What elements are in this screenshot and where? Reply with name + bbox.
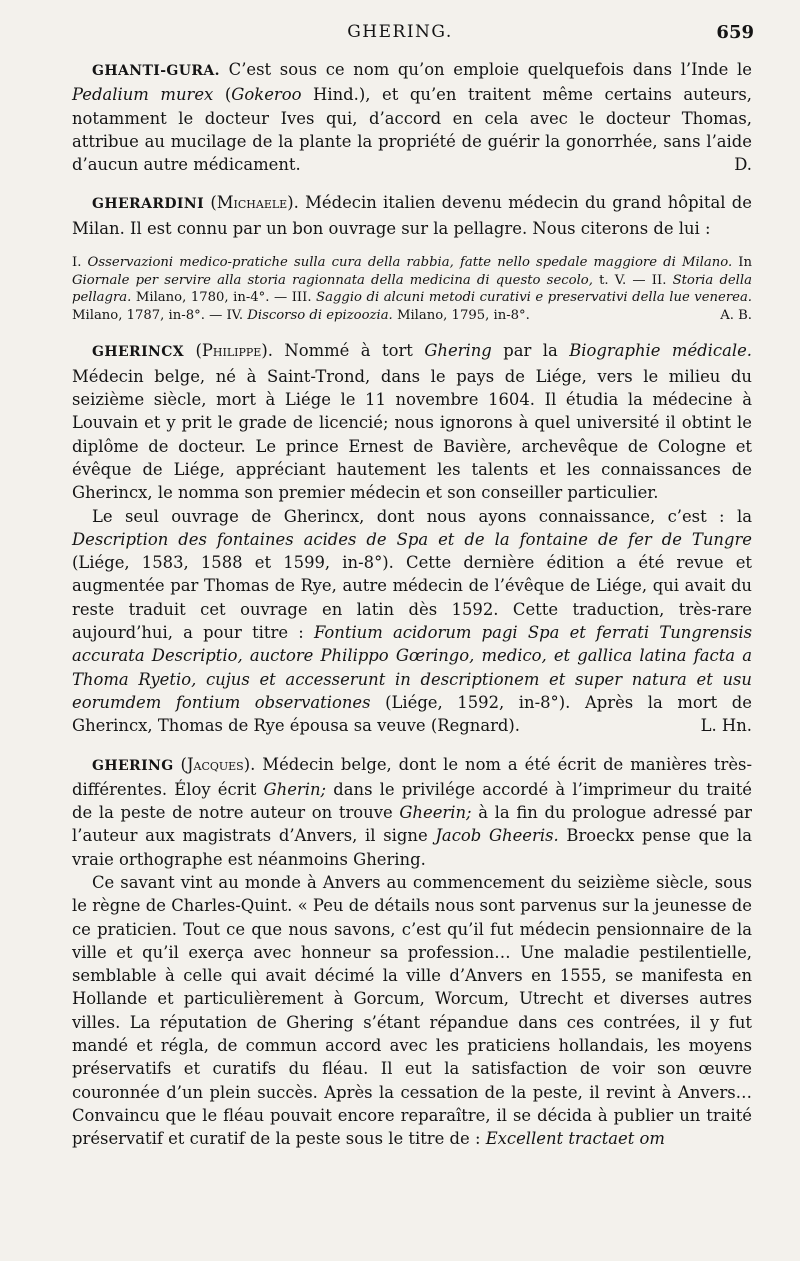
bibliography-block (72, 254, 752, 324)
italic-title: Gokeroo (231, 85, 302, 105)
italic-title: Discorso di epizoozia. (247, 307, 393, 323)
text-run: ( (173, 754, 187, 774)
given-name: Michaele (216, 193, 288, 213)
dictionary-entry (72, 753, 752, 1151)
entry-headword: GHERINCX (92, 344, 185, 361)
text-run: ). Médecin italien devenu médecin du grand hôpital de Milan. Il est connu par un bon ouvrage sur la pellagre. Nous citerons de lui : (72, 193, 753, 238)
text-run: t. V. — II. (592, 272, 673, 288)
text-run: Milano, 1780, in-4°. — III. (131, 290, 317, 306)
dictionary-entry (72, 58, 752, 176)
entry-headword: GHERING (92, 757, 174, 774)
italic-title: Pedalium murex (72, 85, 214, 105)
author-signature: D. (734, 155, 752, 175)
entry-paragraph (72, 505, 752, 738)
text-run: (Liége, 1592, in-8°). Après la mort de Gherincx, Thomas de Rye épousa sa veuve (Regnard). (72, 692, 752, 736)
text-run: ( (213, 85, 232, 105)
text-run: In (732, 255, 752, 271)
italic-title: Excellent tractaet om (485, 1129, 665, 1149)
author-signature: L. Hn. (700, 716, 752, 736)
text-run: Milano, 1795, in-8°. (392, 307, 530, 323)
entry-lead-paragraph (72, 339, 752, 504)
italic-title: Saggio di alcuni metodi curativi e preservativi della lue venerea. (316, 290, 752, 306)
dictionary-page-body (72, 58, 752, 1151)
dictionary-entry (72, 191, 752, 324)
text-run: ( (204, 193, 217, 213)
text-run: Ce savant vint au monde à Anvers au commencement du seizième siècle, sous le règne de Charles-Quint. « Peu de détails nous sont parvenus sur la jeunesse de ce praticien. Tout ce que nous savons, c’est qu’il fut médecin pensionnaire de la ville et qu’il exerça avec honneur sa profession… Une maladie pestilentielle, semblable à celle qui avait décimé la ville d’Anvers en 1555, se manifesta en Hollande et particulièrement à Gorcum, Worcum, Utrecht et diverses autres villes. La réputation de Ghering s’étant répandue dans ces contrées, il y fut mandé et régla, de commun accord avec les praticiens hollandais, les moyens préservatifs et curatifs du fléau. Il eut la satisfaction de voir son œuvre couronnée d’un plein succès. Après la cessation de la peste, il revint à Anvers… Convaincu que le fléau pouvait encore reparaître, il se décida à publier un traité préservatif et curatif de la peste sous le titre de : (72, 872, 752, 1149)
italic-title: Biographie médicale. (569, 341, 752, 361)
given-name: Jacques (186, 754, 244, 774)
italic-title: Jacob Gheeris. (435, 826, 559, 846)
entry-lead-paragraph (72, 191, 752, 240)
italic-title: Gherin; (263, 779, 327, 799)
dictionary-entry (72, 339, 752, 737)
text-run: (Liége, 1583, 1588 et 1599, in-8°). Cette dernière édition a été revue et augmentée par Thomas de Rye, autre médecin de l’évêque de Liége, qui avait du reste traduit cet ouvrage en latin dès 1592. Cette traduction, très-rare aujourd’hui, a pour titre : (72, 553, 752, 643)
entry-separator (72, 324, 752, 339)
entry-paragraph (72, 871, 752, 1151)
italic-title: Ghering (424, 341, 492, 361)
text-run: I. (72, 255, 88, 271)
entry-separator (72, 738, 752, 753)
entry-headword: GHERARDINI (92, 196, 205, 213)
page-number: 659 (716, 22, 754, 43)
entry-lead-paragraph (72, 753, 752, 871)
entry-separator (72, 176, 752, 191)
italic-title: Gheerin; (399, 803, 472, 823)
italic-title: Fontium acidorum pagi Spa et ferrati Tungrensis accurata Descriptio, auctore Philippo Gœringo, medico, et gallica latina facta a Thoma Ryetio, cujus et accesserunt in descriptionem et super natura et usu eorumdem fontium observationes (72, 623, 752, 712)
entry-lead-paragraph (72, 58, 752, 176)
text-run: à la fin du prologue adressé par l’auteur aux magistrats d’Anvers, il signe (72, 803, 752, 846)
text-run: Milano, 1787, in-8°. — IV. (72, 307, 248, 323)
italic-title: Description des fontaines acides de Spa et de la fontaine de fer de Tungre (72, 529, 752, 549)
text-run: par la (491, 341, 570, 361)
italic-title: Osservazioni medico-pratiche sulla cura della rabbia, fatte nello spedale maggiore di Milano. (87, 255, 733, 271)
text-run: C’est sous ce nom qu’on emploie quelquefois dans l’Inde le (219, 60, 752, 79)
given-name: Philippe (201, 341, 262, 361)
text-run: Hind.), et qu’en traitent même certains auteurs, notamment le docteur Ives qui, d’accord en cela avec le docteur Thomas, attribue au mucilage de la plante la propriété de guérir la gonorrhée, sans l’aide d’aucun autre médicament. (72, 85, 753, 175)
text-run: Broeckx pense que la vraie orthographe est néanmoins Ghering. (72, 826, 752, 869)
text-run: dans le privilége accordé à l’imprimeur du traité de la peste de notre auteur on trouve (72, 779, 752, 823)
text-run: Médecin belge, né à Saint-Trond, dans le pays de Liége, vers le milieu du seizième siècle, mort à Liége le 11 novembre 1604. Il étudia la médecine à Louvain et y prit le grade de licencié; nous ignorons à quel université il obtint le diplôme de docteur. Le prince Ernest de Bavière, archevêque de Cologne et évêque de Liége, appréciant hautement les talents et les connaissances de Gherincx, le nomma son premier médecin et son conseiller particulier. (72, 366, 752, 503)
text-run: ). Nommé à tort (261, 341, 425, 361)
text-run: ). Médecin belge, dont le nom a été écrit de manières très-différentes. Éloy écrit (72, 754, 752, 799)
page-header (0, 22, 800, 52)
italic-title: Storia della pellagra. (72, 272, 752, 306)
running-head: GHERING. (347, 22, 453, 42)
entry-headword: GHANTI-GURA. (92, 63, 220, 79)
italic-title: Giornale per servire alla storia ragionnata della medicina di questo secolo, (72, 272, 593, 288)
text-run: ( (184, 341, 202, 361)
author-signature: A. B. (720, 307, 752, 323)
text-run: Le seul ouvrage de Gherincx, dont nous ayons connaissance, c’est : la (92, 506, 752, 526)
